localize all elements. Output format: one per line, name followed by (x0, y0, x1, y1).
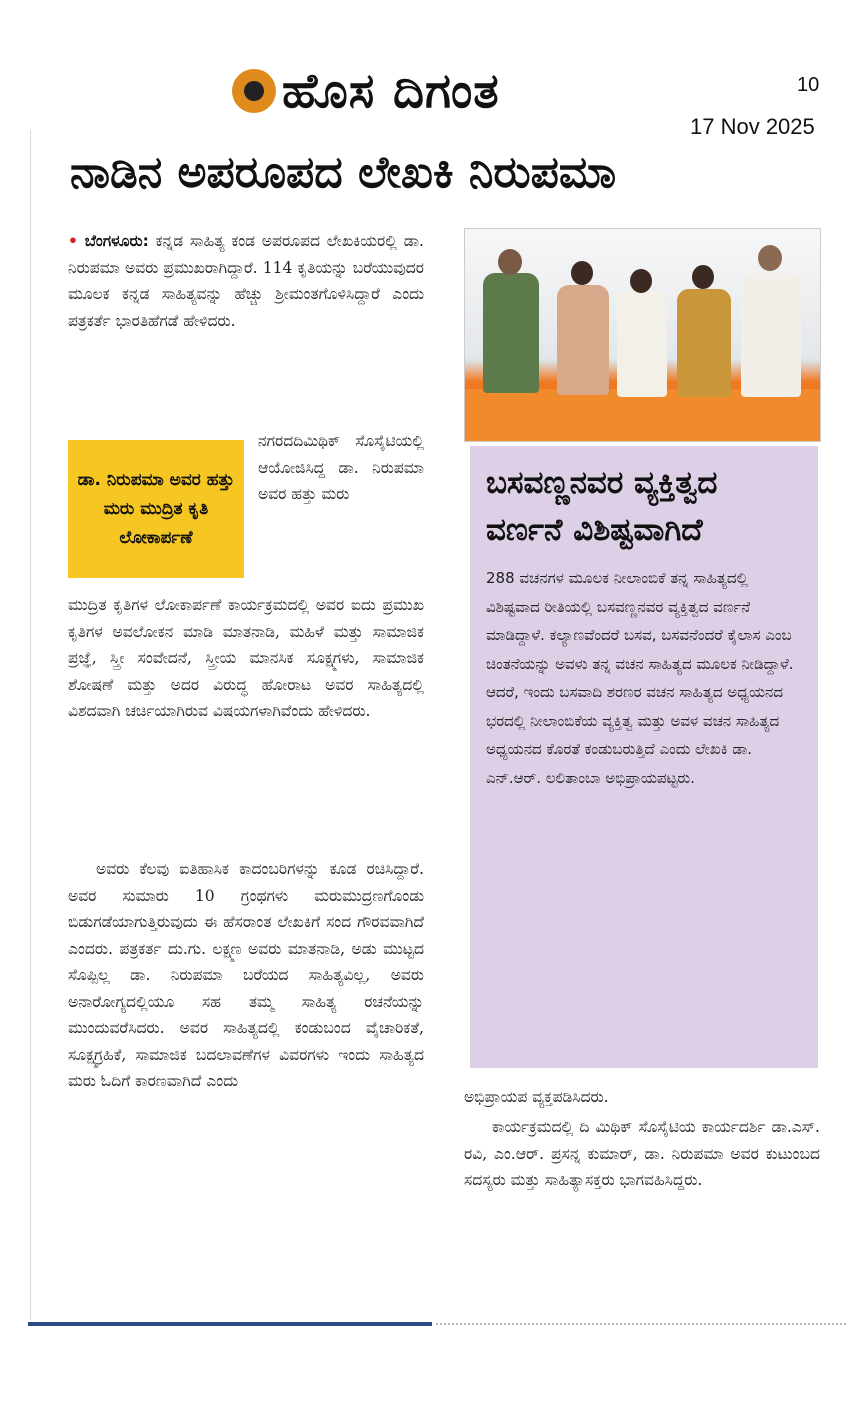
publication-date: 17 Nov 2025 (690, 114, 815, 139)
intro-text: ಕನ್ನಡ ಸಾಹಿತ್ಯ ಕಂಡ ಅಪರೂಪದ ಲೇಖಕಿಯರಲ್ಲಿ ಡಾ. ನಿರುಪಮಾ ಅವರು ಪ್ರಮುಖರಾಗಿದ್ದಾರೆ. 114 ಕೃತಿಯನ್ನು ಬರೆಯುವುದರ ಮೂಲಕ ಕನ್ನಡ ಸಾಹಿತ್ಯವನ್ನು ಹೆಚ್ಚು ಶ್ರೀಮಂತಗೊಳಿಸಿದ್ದಾರೆ ಎಂದು ಪತ್ರಕರ್ತೆ ಭಾರತಿಹೆಗಡೆ ಹೇಳಿದರು. (68, 232, 424, 330)
sidebar-title: ಬಸವಣ್ಣನವರ ವ್ಯಕ್ತಿತ್ವದ ವರ್ಣನೆ ವಿಶಿಷ್ಟವಾಗಿದೆ (486, 465, 718, 548)
event-photo (464, 228, 821, 442)
photo-person (483, 273, 539, 393)
page-number: 10 (797, 74, 820, 96)
article-right-paragraph-2: ಕಾರ್ಯಕ್ರಮದಲ್ಲಿ ದಿ ಮಿಥಿಕ್ ಸೊಸೈಟಿಯ ಕಾರ್ಯದರ್ಶಿ ಡಾ.ಎಸ್. ರವಿ, ಎಂ.ಆರ್. ಪ್ರಸನ್ನ ಕುಮಾರ್, ಡಾ. ನಿರುಪಮಾ ಅವರ ಕುಟುಂಬದ ಸದಸ್ಯರು ಮತ್ತು ಸಾಹಿತ್ಯಾಸಕ್ತರು ಭಾಗವಹಿಸಿದ್ದರು. (464, 1118, 820, 1189)
pull-quote-box (68, 440, 244, 578)
newspaper-logo-icon (232, 69, 276, 113)
pull-quote-text: ಡಾ. ನಿರುಪಮಾ ಅವರ ಹತ್ತು ಮರು ಮುದ್ರಿತ ಕೃತಿ ಲೋಕಾರ್ಪಣೆ (77, 469, 235, 548)
photo-person-head (630, 269, 652, 293)
article-continued-paragraph: ಮುದ್ರಿತ ಕೃತಿಗಳ ಲೋಕಾರ್ಪಣೆ ಕಾರ್ಯಕ್ರಮದಲ್ಲಿ ಅವರ ಐದು ಪ್ರಮುಖ ಕೃತಿಗಳ ಅವಲೋಕನ ಮಾಡಿ ಮಾತನಾಡಿ, ಮಹಿಳೆ ಮತ್ತು ಸಾಮಾಜಿಕ ಪ್ರಜ್ಞೆ, ಸ್ತ್ರೀ ಸಂವೇದನೆ, ಸ್ತ್ರೀಯ ಮಾನಸಿಕ ಸೂಕ್ಷ್ಮಗಳು, ಸಾಮಾಜಿಕ ಶೋಷಣೆ ಮತ್ತು ಅದರ ವಿರುದ್ಧ ಹೋರಾಟ ಅವರ ಸಾಹಿತ್ಯದಲ್ಲಿ ವಿಶದವಾಗಿ ಚರ್ಚಿಯಾಗಿರುವ ವಿಷಯಗಳಾಗಿವೆಂದು ಹೇಳಿದರು. (68, 596, 424, 720)
photo-person (557, 285, 609, 395)
photo-person-head (498, 249, 522, 275)
article-intro-paragraph (68, 228, 424, 334)
newspaper-name: ಹೊಸ ದಿಗಂತ (282, 63, 500, 119)
article-second-paragraph: ಅವರು ಕೆಲವು ಐತಿಹಾಸಿಕ ಕಾದಂಬರಿಗಳನ್ನು ಕೂಡ ರಚಿಸಿದ್ದಾರೆ. ಅವರ ಸುಮಾರು 10 ಗ್ರಂಥಗಳು ಮರುಮುದ್ರಣಗೊಂಡು ಬಿಡುಗಡೆಯಾಗುತ್ತಿರುವುದು ಈ ಹೆಸರಾಂತ ಲೇಖಕಿಗೆ ಸಂದ ಗೌರವವಾಗಿದೆ ಎಂದರು. ಪತ್ರಕರ್ತ ದು.ಗು. ಲಕ್ಷ್ಮಣ ಅವರು ಮಾತನಾಡಿ, ಅಡು ಮುಟ್ಟದ ಸೊಪ್ಪಿಲ್ಲ ಡಾ. ನಿರುಪಮಾ ಬರೆಯದ ಸಾಹಿತ್ಯವಿಲ್ಲ, ಅವರು ಅನಾರೋಗ್ಯದಲ್ಲಿಯೂ ಸಹ ತಮ್ಮ ಸಾಹಿತ್ಯ ರಚನೆಯನ್ನು ಮುಂದುವರೆಸಿದರು. ಅವರ ಸಾಹಿತ್ಯದಲ್ಲಿ ಕಂಡುಬಂದ ವೈಚಾರಿಕತೆ, ಸೂಕ್ಷ್ಮಗ್ರಹಿಕೆ, ಸಾಮಾಜಿಕ ಬದಲಾವಣೆಗಳ ವಿವರಗಳು ಇಂದು ಸಾಹಿತ್ಯದ ಮರು ಓದಿಗೆ ಕಾರಣವಾಗಿದೆ ಎಂದು (68, 860, 424, 1090)
article-right-paragraph-1: ಅಭಿಪ್ರಾಯಪ ವ್ಯಕ್ತಪಡಿಸಿದರು. (464, 1088, 609, 1106)
photo-person (617, 291, 667, 397)
article-headline: ನಾಡಿನ ಅಪರೂಪದ ಲೇಖಕಿ ನಿರುಪಮಾ (70, 147, 617, 198)
sidebar-box (470, 446, 818, 1068)
dateline: ಬೆಂಗಳೂರು: (84, 232, 149, 250)
photo-person-head (571, 261, 593, 285)
clip-border (30, 130, 31, 1320)
photo-person (677, 289, 731, 397)
photo-person-head (692, 265, 714, 289)
bottom-dotted-rule (436, 1323, 846, 1325)
sidebar-body: 288 ವಚನಗಳ ಮೂಲಕ ನೀಲಾಂಬಿಕೆ ತನ್ನ ಸಾಹಿತ್ಯದಲ್ಲಿ ವಿಶಿಷ್ಟವಾದ ರೀತಿಯಲ್ಲಿ ಬಸವಣ್ಣನವರ ವ್ಯಕ್ತಿತ್ವದ ವರ್ಣನೆ ಮಾಡಿದ್ದಾಳೆ. ಕಲ್ಯಾಣವೆಂದರೆ ಬಸವ, ಬಸವನೆಂದರೆ ಕೈಲಾಸ ಎಂಬ ಚಿಂತನೆಯನ್ನು ಅವಳು ತನ್ನ ವಚನ ಸಾಹಿತ್ಯದ ಮೂಲಕ ನೀಡಿದ್ದಾಳೆ. ಆದರೆ, ಇಂದು ಬಸವಾದಿ ಶರಣರ ವಚನ ಸಾಹಿತ್ಯದ ಅಧ್ಯಯನದ ಭರದಲ್ಲಿ ನೀಲಾಂಬಿಕೆಯ ವ್ಯಕ್ತಿತ್ವ ಮತ್ತು ಅವಳ ವಚನ ಸಾಹಿತ್ಯದ ಅಧ್ಯಯನದ ಕೊರತೆ ಕಂಡುಬರುತ್ತಿದೆ ಎಂದು ಲೇಖಕಿ ಡಾ. ಎನ್.ಆರ್. ಲಲಿತಾಂಬಾ ಅಭಿಪ್ರಾಯಪಟ್ಟರು. (486, 569, 794, 787)
masthead (232, 60, 652, 122)
photo-person (741, 273, 801, 397)
article-wrap-paragraph: ನಗರದದಿಮಿಥಿಕ್ ಸೊಸೈಟಿಯಲ್ಲಿ ಆಯೋಜಿಸಿದ್ದ ಡಾ. ನಿರುಪಮಾ ಅವರ ಹತ್ತು ಮರು (258, 432, 424, 503)
bullet-icon: • (68, 231, 78, 250)
bottom-rule (28, 1322, 432, 1326)
photo-person-head (758, 245, 782, 271)
